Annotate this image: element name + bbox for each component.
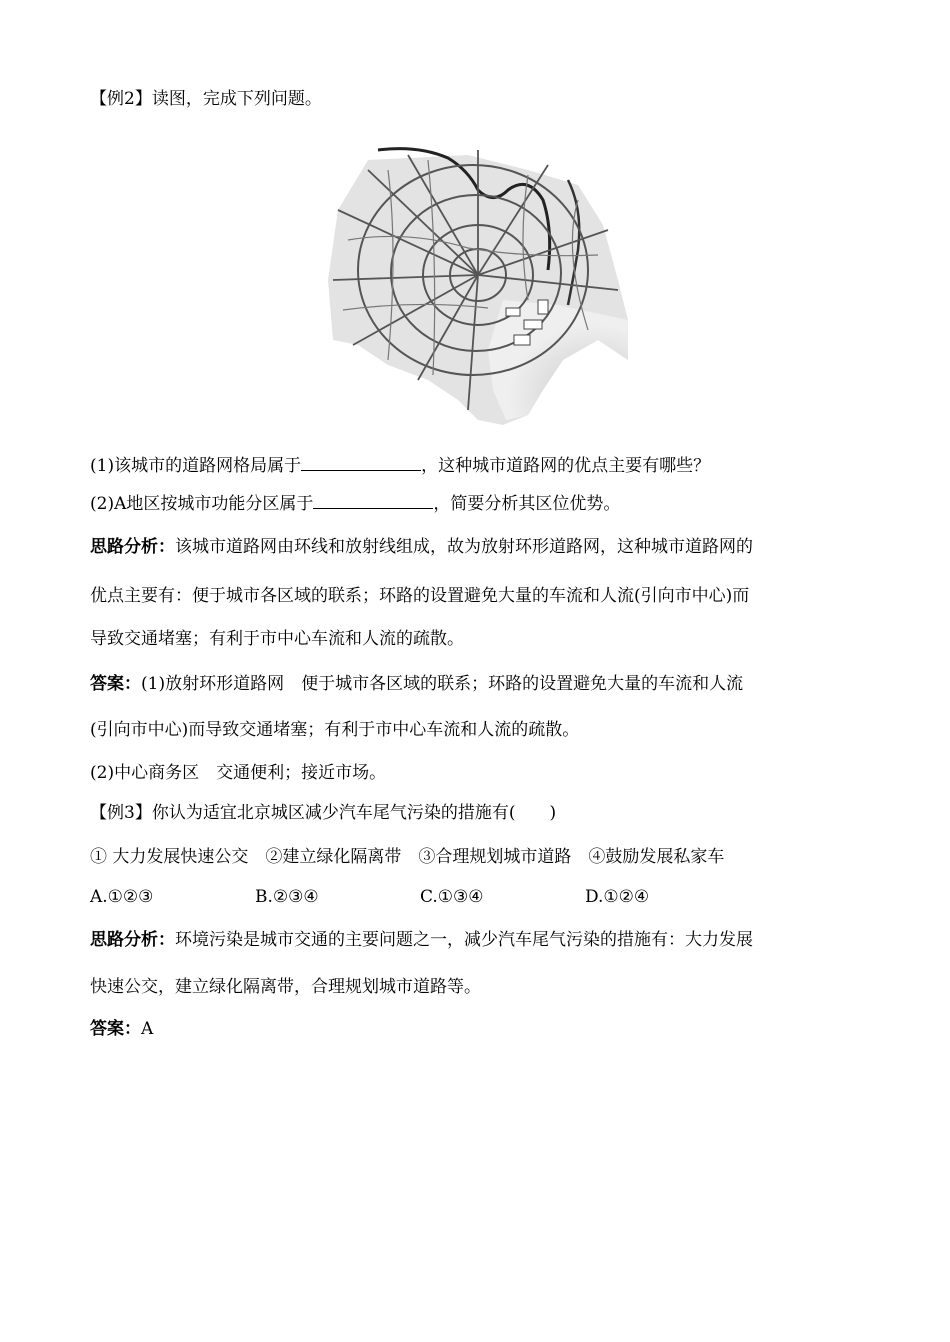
answer-2-line-1	[90, 673, 743, 695]
example-3-title: 【例3】你认为适宜北京城区减少汽车尾气污染的措施有( )	[90, 803, 557, 823]
analysis-text: 环境污染是城市交通的主要问题之一，减少汽车尾气污染的措施有：大力发展	[175, 930, 753, 950]
question-2-prefix: (2)A地区按城市功能分区属于	[90, 494, 314, 514]
analysis-2-line-1	[90, 536, 753, 558]
answer-blank-1[interactable]	[301, 456, 421, 471]
analysis-label: 思路分析：	[90, 930, 175, 950]
answer-label: 答案：	[90, 1019, 141, 1039]
analysis-2-line-3: 导致交通堵塞；有利于市中心车流和人流的疏散。	[90, 629, 464, 649]
answer-text: A	[141, 1019, 154, 1039]
example-3-options	[90, 886, 750, 908]
answer-text: (1)放射环形道路网 便于城市各区域的联系；环路的设置避免大量的车流和人流	[141, 674, 744, 694]
analysis-text: 该城市道路网由环线和放射线组成，故为放射环形道路网，这种城市道路网的	[175, 537, 753, 557]
analysis-2-line-2: 优点主要有：便于城市各区域的联系；环路的设置避免大量的车流和人流(引向市中心)而	[90, 586, 750, 606]
question-1	[90, 455, 710, 477]
option-b[interactable]: B.②③④	[255, 887, 319, 907]
question-1-prefix: (1)该城市的道路网格局属于	[90, 456, 302, 476]
question-2-suffix: ，简要分析其区位优势。	[433, 494, 621, 514]
example-3-items: ① 大力发展快速公交 ②建立绿化隔离带 ③合理规划城市道路 ④鼓励发展私家车	[90, 847, 725, 867]
option-c[interactable]: C.①③④	[420, 887, 484, 907]
question-1-suffix: ，这种城市道路网的优点主要有哪些？	[421, 456, 711, 476]
option-a[interactable]: A.①②③	[90, 887, 154, 907]
answer-2-line-3: (2)中心商务区 交通便利；接近市场。	[90, 763, 387, 783]
city-road-network-map	[328, 130, 628, 428]
answer-2-line-2: (引向市中心)而导致交通堵塞；有利于市中心车流和人流的疏散。	[90, 720, 580, 740]
option-d[interactable]: D.①②④	[585, 887, 650, 907]
example-2-title: 【例2】读图，完成下列问题。	[90, 89, 322, 109]
analysis-3-line-1	[90, 929, 753, 951]
analysis-label: 思路分析：	[90, 537, 175, 557]
answer-label: 答案：	[90, 674, 141, 694]
question-2	[90, 493, 620, 515]
answer-blank-2[interactable]	[313, 494, 433, 509]
answer-3	[90, 1018, 153, 1040]
analysis-3-line-2: 快速公交，建立绿化隔离带，合理规划城市道路等。	[90, 977, 481, 997]
